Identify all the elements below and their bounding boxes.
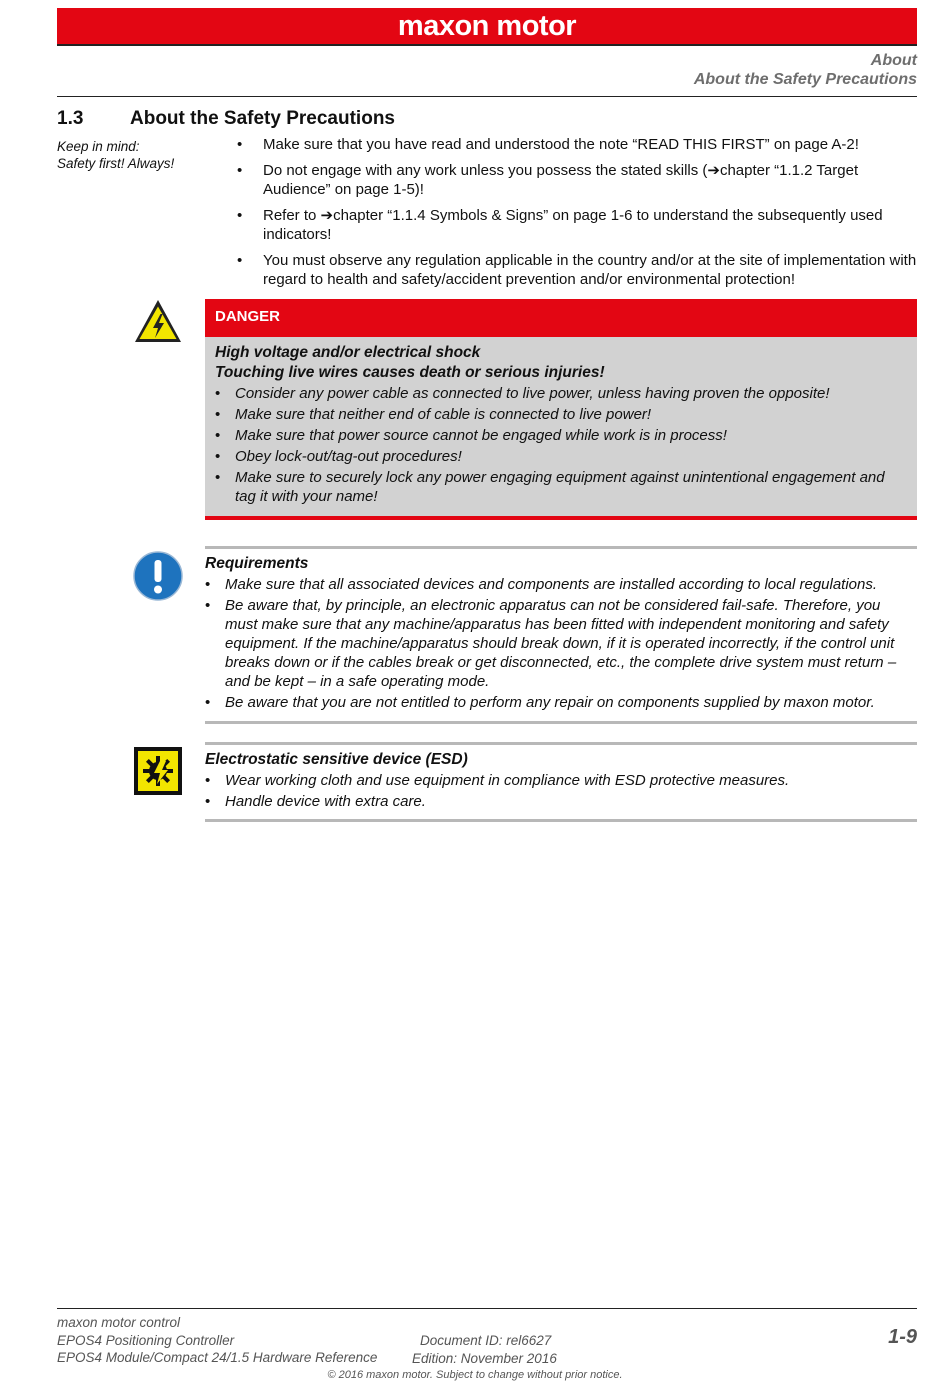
requirements-title: Requirements — [205, 555, 309, 572]
mandatory-exclamation-icon — [133, 551, 183, 601]
brand-divider — [57, 44, 917, 46]
footer-product: EPOS4 Positioning Controller — [57, 1332, 235, 1348]
brand-logo-text: maxon motor — [397, 10, 577, 42]
page-number: 1-9 — [888, 1326, 917, 1348]
footer-company: maxon motor control — [57, 1315, 181, 1330]
esd-item: • Wear working cloth and use equipment in compliance with ESD protective measures. — [205, 771, 917, 790]
intro-item: • You must observe any regulation applicable in the country and/or at the site of implementation with regard to health and safety/accident prevention and/or environmental protection! — [237, 251, 917, 290]
copyright: © 2016 maxon motor. Subject to change without prior notice. — [327, 1369, 623, 1381]
section-title: About the Safety Precautions — [130, 108, 395, 129]
danger-title: High voltage and/or electrical shock — [215, 344, 481, 361]
header-divider — [57, 96, 917, 97]
footer-document-id: Document ID: rel6627 — [420, 1333, 552, 1348]
esd-notice — [205, 742, 917, 822]
danger-list — [215, 384, 907, 506]
esd-warning-icon — [133, 746, 183, 796]
requirements-item: • Be aware that you are not entitled to perform any repair on components supplied by maxon motor. — [205, 693, 917, 712]
footer-left — [57, 1314, 377, 1367]
footer-manual: EPOS4 Module/Compact 24/1.5 Hardware Reference — [57, 1350, 378, 1365]
intro-item: • Do not engage with any work unless you possess the stated skills (➔chapter “1.1.2 Target Audience” on page 1-5)! — [237, 161, 917, 200]
danger-subtitle: Touching live wires causes death or serious injuries! — [215, 364, 605, 381]
high-voltage-warning-icon — [133, 298, 183, 344]
requirements-item: • Be aware that, by principle, an electronic apparatus can not be considered fail-safe. Therefore, you must make sure that any machine/apparatus has been fitted with independent monitoring and safety equipment. If the machine/apparatus should break down, if it is operated incorrectly, if the control unit breaks down or if the cables break or get disconnected, etc., the complete drive system must return – and be kept – in a safe operating mode. — [205, 596, 917, 691]
intro-list — [237, 135, 917, 296]
intro-item: • Refer to ➔chapter “1.1.4 Symbols & Signs” on page 1-6 to understand the subsequently used indicators! — [237, 206, 917, 245]
esd-item: • Handle device with extra care. — [205, 792, 917, 811]
requirements-list — [205, 575, 917, 712]
danger-item: • Make sure that neither end of cable is connected to live power! — [215, 405, 907, 424]
danger-label: DANGER — [205, 299, 917, 337]
section-number: 1.3 — [57, 108, 84, 129]
danger-body — [205, 337, 917, 520]
esd-title: Electrostatic sensitive device (ESD) — [205, 751, 468, 768]
danger-item: • Make sure that power source cannot be engaged while work is in process! — [215, 426, 907, 445]
danger-notice — [205, 299, 917, 520]
requirements-item: • Make sure that all associated devices and components are installed according to local regulations. — [205, 575, 917, 594]
danger-item: • Consider any power cable as connected to live power, unless having proven the opposite! — [215, 384, 907, 403]
margin-note-line: Keep in mind: — [57, 139, 140, 154]
margin-note-line: Safety first! Always! — [57, 156, 175, 171]
footer-middle — [412, 1332, 557, 1367]
intro-item: • Make sure that you have read and understood the note “READ THIS FIRST” on page A-2! — [237, 135, 917, 155]
esd-list — [205, 771, 917, 811]
header-section: About the Safety Precautions — [693, 71, 917, 88]
running-header — [694, 51, 917, 89]
header-chapter: About — [870, 52, 917, 69]
footer-edition: Edition: November 2016 — [412, 1350, 557, 1366]
danger-item: • Obey lock-out/tag-out procedures! — [215, 447, 907, 466]
brand-logo-bar — [57, 8, 917, 44]
margin-note — [57, 138, 174, 172]
footer-divider — [57, 1308, 917, 1309]
danger-item: • Make sure to securely lock any power engaging equipment against unintentional engagement and tag it with your name! — [215, 468, 907, 506]
requirements-notice — [205, 546, 917, 724]
